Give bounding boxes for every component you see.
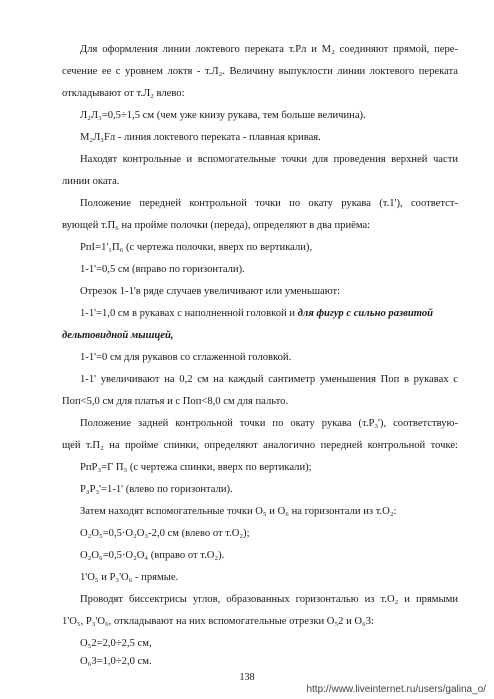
watermark-url: http://www.liveinternet.ru/users/galina_o/: [306, 684, 486, 695]
text-line: М₂Л₃Fл - линия локтевого переката - плавная кривая.: [80, 132, 321, 143]
text-line: вующей т.П₆ на пройме полочки (переда), определяют в два приёма:: [62, 220, 371, 231]
text-line: Находят контрольные и вспомогательные точки для проведения верхней части: [80, 154, 458, 165]
text-line: О₆3=1,0÷2,0 см.: [80, 656, 152, 667]
text-line: Р₃Р₃'=1-1' (влево по горизонтали).: [80, 484, 233, 495]
text-line: сечение ее с уровнем локтя - т.Л₂. Величину выпуклости линии локтевого переката: [62, 66, 458, 77]
text-line: 1-1'=0 см для рукавов со сглаженной головкой.: [80, 352, 292, 363]
text-line: 1'О₅ и Р₃'О₆ - прямые.: [80, 572, 179, 583]
italic-line: дельтовидной мышцей,: [62, 330, 174, 341]
page-number: 138: [239, 672, 255, 683]
italic-text: для фигур с сильно развитой: [297, 308, 434, 319]
text-line: 1-1' увеличивают на 0,2 см на каждый сантиметр уменьшения Поп в рукавах с: [80, 374, 458, 385]
text-span: 1-1'=1,0 см в рукавах с наполненной головкой и: [80, 308, 295, 319]
text-line: РпР₃=Г П₃ (с чертежа спинки, вверх по вертикали);: [80, 462, 312, 473]
text-line: Поп<5,0 см для платья и с Поп<8,0 см для пальто.: [62, 396, 289, 407]
text-line: О₅2=2,0÷2,5 см,: [80, 638, 152, 649]
text-line: Проводят биссектрисы углов, образованных горизонталью из т.О₂ и прямыми: [80, 594, 458, 605]
text-line: РпI=1'₁П₆ (с чертежа полочки, вверх по вертикали),: [80, 242, 313, 253]
text-line: Затем находят вспомогательные точки О₅ и О₆ на горизонтали из т.О₂:: [80, 506, 397, 517]
text-line: откладывают от т.Л₂ влево:: [62, 88, 185, 99]
text-line: Положение передней контрольной точки по окату рукава (т.1'), соответст-: [80, 198, 458, 209]
text-line: О₂О₆=0,5·О₂О₄ (вправо от т.О₂).: [80, 550, 225, 561]
text-line: [80, 308, 476, 320]
text-line: Положение задней контрольной точки по окату рукава (т.Р₃'), соответствую-: [80, 418, 458, 429]
text-line: щей т.П₂ на пройме спинки, определяют аналогично передней контрольной точке:: [62, 440, 458, 451]
text-line: Для оформления линии локтевого переката т.Рл и М₂ соединяют прямой, пере-: [80, 44, 458, 55]
text-line: Л₂Л₃=0,5÷1,5 см (чем уже книзу рукава, тем больше величина).: [80, 110, 366, 121]
text-line: 1'О₅, Р₃'О₆, откладывают на них вспомогательные отрезки О₅2 и О₆3:: [62, 616, 374, 627]
text-line: Отрезок 1-1'в ряде случаев увеличивают или уменьшают:: [80, 286, 341, 297]
text-line: линии оката.: [62, 176, 120, 187]
text-line: 1-1'=0,5 см (вправо по горизонтали).: [80, 264, 245, 275]
text-line: О₂О₅=0,5·О₂О₃-2,0 см (влево от т.О₂);: [80, 528, 250, 539]
